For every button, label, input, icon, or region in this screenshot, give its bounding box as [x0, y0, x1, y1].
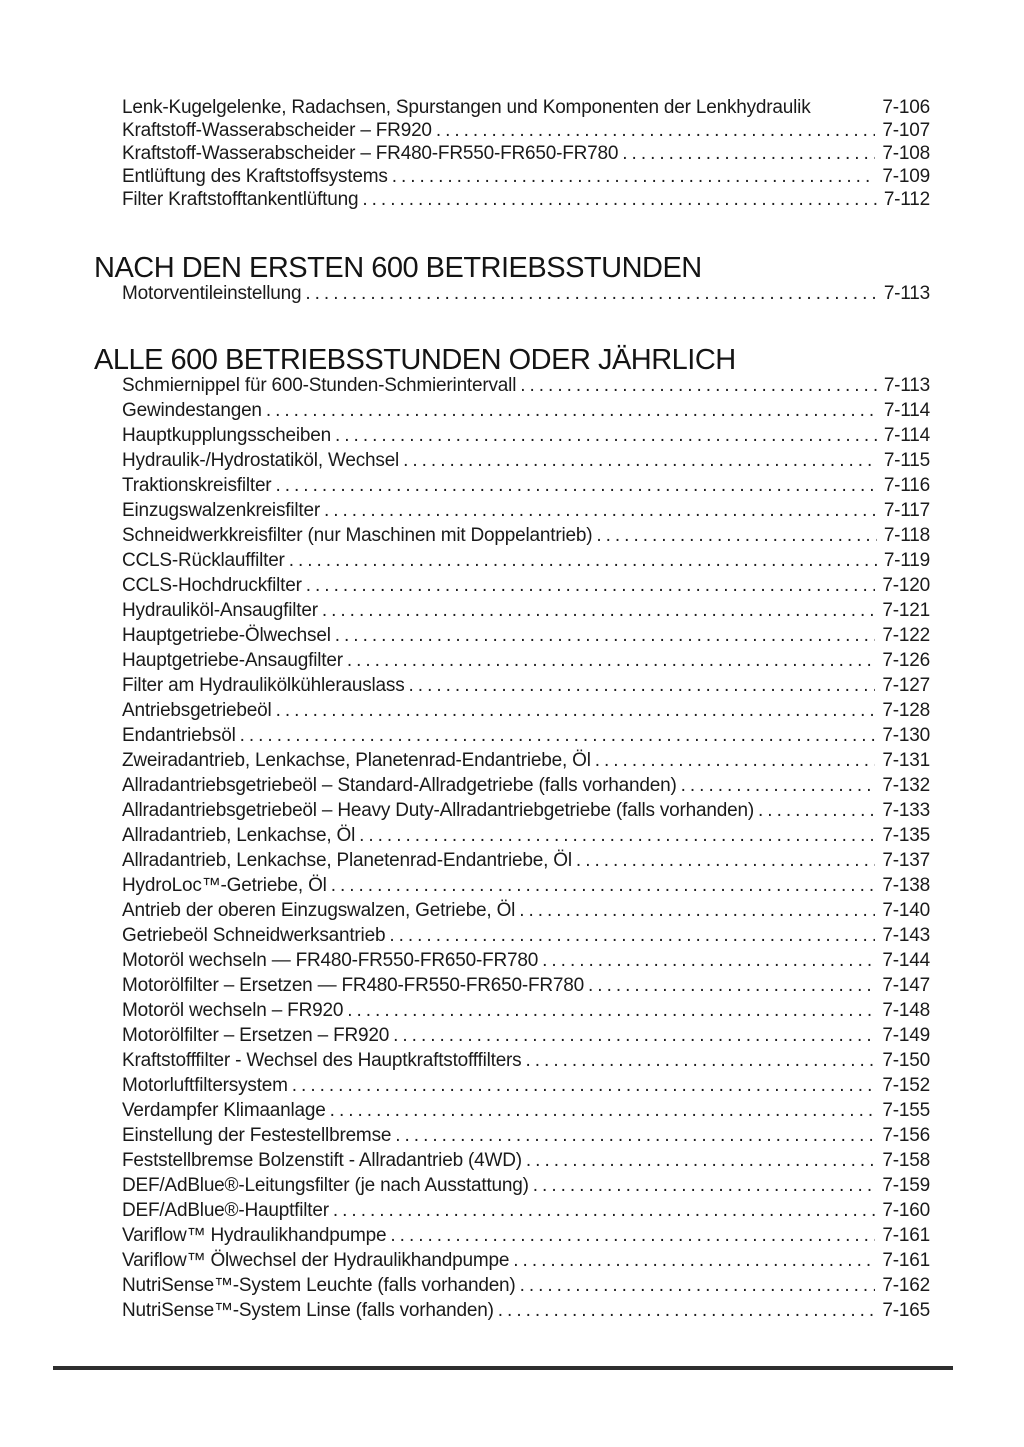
table-of-contents	[94, 97, 930, 1325]
toc-entry-leader-dots	[622, 143, 875, 165]
toc-entry-title: Variflow™ Ölwechsel der Hydraulikhandpumpe	[122, 1250, 510, 1271]
toc-entry-title: Motoröl wechseln — FR480-FR550-FR650-FR780	[122, 950, 539, 971]
toc-entry	[122, 1200, 930, 1225]
toc-entry-title: Hauptgetriebe-Ölwechsel	[122, 625, 331, 646]
toc-entry-page-number: 7-148	[882, 1000, 930, 1021]
toc-entry-title: Getriebeöl Schneidwerksantrieb	[122, 925, 386, 946]
toc-entry-title: Endantriebsöl	[122, 725, 236, 746]
toc-entry-leader-dots	[436, 120, 876, 142]
toc-entry-leader-dots	[362, 189, 876, 211]
toc-entry-title: Einzugswalzenkreisfilter	[122, 500, 320, 521]
toc-entry-title: CCLS-Rücklauffilter	[122, 550, 285, 571]
toc-entry	[122, 975, 930, 1000]
toc-entry-page-number: 7-109	[882, 166, 930, 187]
toc-entry-leader-dots	[347, 1000, 875, 1022]
toc-entry	[122, 500, 930, 525]
toc-entry-leader-dots	[324, 500, 877, 522]
toc-entry-leader-dots	[292, 1075, 876, 1097]
toc-entry-page-number: 7-118	[883, 525, 930, 546]
toc-entry-leader-dots	[330, 1100, 876, 1122]
toc-entry	[122, 1175, 930, 1200]
toc-entry-title: Allradantriebsgetriebeöl – Heavy Duty-Allradantriebgetriebe (falls vorhanden)	[122, 800, 755, 821]
toc-entry-title: CCLS-Hochdruckfilter	[122, 575, 302, 596]
toc-entry-page-number: 7-158	[882, 1150, 930, 1171]
toc-entry	[122, 550, 930, 575]
toc-entry	[122, 97, 930, 120]
toc-entry-leader-dots	[576, 850, 875, 872]
toc-entry	[122, 675, 930, 700]
toc-entry	[122, 1050, 930, 1075]
toc-entry-leader-dots	[395, 1125, 875, 1147]
toc-entry	[122, 950, 930, 975]
toc-entry-leader-dots	[389, 925, 875, 947]
toc-section	[94, 97, 930, 212]
toc-entry-leader-dots	[393, 1025, 875, 1047]
toc-entry-title: Kraftstoff-Wasserabscheider – FR920	[122, 120, 432, 141]
toc-entry-page-number: 7-120	[882, 575, 930, 596]
toc-entry-title: Variflow™ Hydraulikhandpumpe	[122, 1225, 387, 1246]
toc-entry	[122, 1000, 930, 1025]
toc-entry-leader-dots	[335, 625, 876, 647]
toc-entry-leader-dots	[335, 425, 877, 447]
section-entries	[94, 97, 930, 212]
toc-entry	[122, 900, 930, 925]
section-heading: NACH DEN ERSTEN 600 BETRIEBSSTUNDEN	[94, 252, 702, 284]
toc-entry	[122, 425, 930, 450]
toc-entry	[122, 1125, 930, 1150]
toc-entry-title: Motorluftfiltersystem	[122, 1075, 288, 1096]
toc-entry-page-number: 7-113	[883, 375, 930, 396]
toc-entry-page-number: 7-114	[883, 425, 930, 446]
toc-entry-page-number: 7-130	[882, 725, 930, 746]
toc-entry	[122, 650, 930, 675]
toc-entry-title: Allradantrieb, Lenkachse, Planetenrad-Endantriebe, Öl	[122, 850, 572, 871]
toc-entry-leader-dots	[306, 575, 876, 597]
toc-entry-title: Feststellbremse Bolzenstift - Allradantrieb (4WD)	[122, 1150, 522, 1171]
toc-entry-leader-dots	[520, 375, 877, 397]
toc-entry-title: HydroLoc™-Getriebe, Öl	[122, 875, 327, 896]
toc-entry-page-number: 7-152	[882, 1075, 930, 1096]
toc-entry-title: Kraftstoff-Wasserabscheider – FR480-FR550-FR650-FR780	[122, 143, 619, 164]
toc-entry-page-number: 7-126	[882, 650, 930, 671]
toc-entry	[122, 120, 930, 143]
toc-entry-page-number: 7-137	[882, 850, 930, 871]
toc-entry-leader-dots	[513, 1250, 875, 1272]
toc-entry-title: DEF/AdBlue®-Hauptfilter	[122, 1200, 329, 1221]
toc-entry-leader-dots	[392, 166, 876, 188]
toc-entry-page-number: 7-161	[882, 1225, 930, 1246]
toc-entry-leader-dots	[289, 550, 877, 572]
toc-entry-leader-dots	[498, 1300, 876, 1322]
toc-entry-title: NutriSense™-System Linse (falls vorhanden)	[122, 1300, 494, 1321]
toc-entry-title: Schmiernippel für 600-Stunden-Schmierintervall	[122, 375, 517, 396]
toc-entry-page-number: 7-143	[882, 925, 930, 946]
toc-entry-title: Zweiradantrieb, Lenkachse, Planetenrad-Endantriebe, Öl	[122, 750, 591, 771]
toc-entry-title: Hydraulik-/Hydrostatiköl, Wechsel	[122, 450, 400, 471]
toc-entry-page-number: 7-135	[882, 825, 930, 846]
toc-entry	[122, 875, 930, 900]
toc-entry	[122, 1150, 930, 1175]
toc-entry-leader-dots	[305, 283, 876, 305]
toc-entry-leader-dots	[266, 400, 877, 422]
toc-entry-page-number: 7-149	[882, 1025, 930, 1046]
toc-entry-page-number: 7-147	[882, 975, 930, 996]
toc-entry-leader-dots	[588, 975, 875, 997]
toc-entry	[122, 1300, 930, 1325]
toc-entry-page-number: 7-122	[882, 625, 930, 646]
toc-entry	[122, 775, 930, 800]
toc-entry-page-number: 7-106	[882, 97, 930, 118]
toc-entry-page-number: 7-160	[882, 1200, 930, 1221]
toc-entry	[122, 1025, 930, 1050]
toc-entry-page-number: 7-132	[882, 775, 930, 796]
toc-section	[94, 253, 930, 308]
toc-entry-title: Einstellung der Festestellbremse	[122, 1125, 392, 1146]
toc-entry-leader-dots	[526, 1050, 876, 1072]
toc-entry-leader-dots	[595, 750, 876, 772]
toc-entry	[122, 1275, 930, 1300]
section-heading: ALLE 600 BETRIEBSSTUNDEN ODER JÄHRLICH	[94, 344, 736, 376]
toc-entry-page-number: 7-162	[882, 1275, 930, 1296]
toc-entry-leader-dots	[520, 1275, 876, 1297]
toc-entry	[122, 375, 930, 400]
toc-entry-page-number: 7-155	[882, 1100, 930, 1121]
toc-entry-title: Motorventileinstellung	[122, 283, 302, 304]
toc-entry	[122, 800, 930, 825]
toc-entry	[122, 725, 930, 750]
toc-entry	[122, 143, 930, 166]
toc-section	[94, 345, 930, 1325]
toc-entry-leader-dots	[519, 900, 875, 922]
toc-entry-title: Gewindestangen	[122, 400, 262, 421]
toc-entry	[122, 825, 930, 850]
toc-entry-leader-dots	[681, 775, 876, 797]
toc-entry-title: Hauptgetriebe-Ansaugfilter	[122, 650, 343, 671]
toc-entry-leader-dots	[409, 675, 876, 697]
toc-entry-page-number: 7-119	[883, 550, 930, 571]
toc-entry-title: Filter am Hydraulikölkühlerauslass	[122, 675, 405, 696]
toc-entry-leader-dots	[359, 825, 875, 847]
toc-entry-title: Allradantriebsgetriebeöl – Standard-Allradgetriebe (falls vorhanden)	[122, 775, 677, 796]
toc-entry-title: Allradantrieb, Lenkachse, Öl	[122, 825, 356, 846]
toc-entry-leader-dots	[596, 525, 876, 547]
toc-entry-page-number: 7-112	[883, 189, 930, 210]
toc-entry-title: Motorölfilter – Ersetzen — FR480-FR550-FR650-FR780	[122, 975, 585, 996]
toc-entry-page-number: 7-116	[883, 475, 930, 496]
toc-entry-leader-dots	[333, 1200, 876, 1222]
toc-entry-page-number: 7-107	[882, 120, 930, 141]
toc-entry	[122, 1075, 930, 1100]
toc-entry-page-number: 7-156	[882, 1125, 930, 1146]
toc-entry-title: Antriebsgetriebeöl	[122, 700, 272, 721]
toc-entry-page-number: 7-121	[882, 600, 930, 621]
toc-entry-leader-dots	[276, 700, 876, 722]
toc-entry-leader-dots	[331, 875, 876, 897]
toc-entry-leader-dots	[526, 1150, 876, 1172]
toc-entry-title: Lenk-Kugelgelenke, Radachsen, Spurstangen und Komponenten der Lenkhydraulik	[122, 97, 811, 118]
toc-entry-page-number: 7-165	[882, 1300, 930, 1321]
toc-entry	[122, 400, 930, 425]
toc-entry	[122, 166, 930, 189]
section-entries	[94, 283, 930, 308]
toc-entry-page-number: 7-117	[883, 500, 930, 521]
toc-entry-page-number: 7-138	[882, 875, 930, 896]
toc-entry-page-number: 7-150	[882, 1050, 930, 1071]
toc-entry-page-number: 7-108	[882, 143, 930, 164]
footer-rule	[53, 1366, 953, 1370]
toc-entry	[122, 283, 930, 308]
toc-entry	[122, 625, 930, 650]
toc-entry-title: Antrieb der oberen Einzugswalzen, Getriebe, Öl	[122, 900, 516, 921]
toc-entry-page-number: 7-131	[882, 750, 930, 771]
toc-entry-title: Kraftstofffilter - Wechsel des Hauptkraftstofffilters	[122, 1050, 522, 1071]
toc-entry-leader-dots	[533, 1175, 876, 1197]
section-entries	[94, 375, 930, 1325]
toc-entry	[122, 450, 930, 475]
toc-entry	[122, 925, 930, 950]
toc-entry-leader-dots	[275, 475, 876, 497]
toc-entry	[122, 1250, 930, 1275]
toc-entry-page-number: 7-113	[883, 283, 930, 304]
toc-entry-page-number: 7-133	[882, 800, 930, 821]
toc-entry	[122, 475, 930, 500]
toc-entry-title: Filter Kraftstofftankentlüftung	[122, 189, 359, 210]
toc-entry-leader-dots	[390, 1225, 875, 1247]
toc-entry-title: Entlüftung des Kraftstoffsystems	[122, 166, 388, 187]
toc-entry-page-number: 7-144	[882, 950, 930, 971]
toc-entry-page-number: 7-140	[882, 900, 930, 921]
toc-entry-title: Schneidwerkkreisfilter (nur Maschinen mit Doppelantrieb)	[122, 525, 593, 546]
toc-entry	[122, 1100, 930, 1125]
toc-entry-title: Motorölfilter – Ersetzen – FR920	[122, 1025, 390, 1046]
toc-entry-leader-dots	[240, 725, 876, 747]
toc-entry	[122, 700, 930, 725]
toc-entry-page-number: 7-159	[882, 1175, 930, 1196]
toc-entry-leader-dots	[347, 650, 876, 672]
toc-entry-title: Hauptkupplungsscheiben	[122, 425, 331, 446]
toc-entry-title: Traktionskreisfilter	[122, 475, 272, 496]
toc-entry-page-number: 7-128	[882, 700, 930, 721]
toc-entry-leader-dots	[758, 800, 875, 822]
toc-entry-page-number: 7-114	[883, 400, 930, 421]
toc-entry-title: Motoröl wechseln – FR920	[122, 1000, 344, 1021]
toc-entry	[122, 575, 930, 600]
toc-entry-title: DEF/AdBlue®-Leitungsfilter (je nach Ausstattung)	[122, 1175, 529, 1196]
toc-entry	[122, 525, 930, 550]
toc-entry	[122, 850, 930, 875]
toc-entry	[122, 600, 930, 625]
toc-entry-title: Hydrauliköl-Ansaugfilter	[122, 600, 318, 621]
toc-entry-page-number: 7-127	[882, 675, 930, 696]
toc-entry-page-number: 7-161	[882, 1250, 930, 1271]
toc-entry	[122, 189, 930, 212]
toc-entry	[122, 750, 930, 775]
toc-entry-title: NutriSense™-System Leuchte (falls vorhanden)	[122, 1275, 516, 1296]
toc-entry-leader-dots	[322, 600, 876, 622]
toc-entry-page-number: 7-115	[883, 450, 930, 471]
toc-entry-title: Verdampfer Klimaanlage	[122, 1100, 326, 1121]
toc-entry-leader-dots	[542, 950, 875, 972]
toc-entry	[122, 1225, 930, 1250]
toc-entry-leader-dots	[403, 450, 877, 472]
